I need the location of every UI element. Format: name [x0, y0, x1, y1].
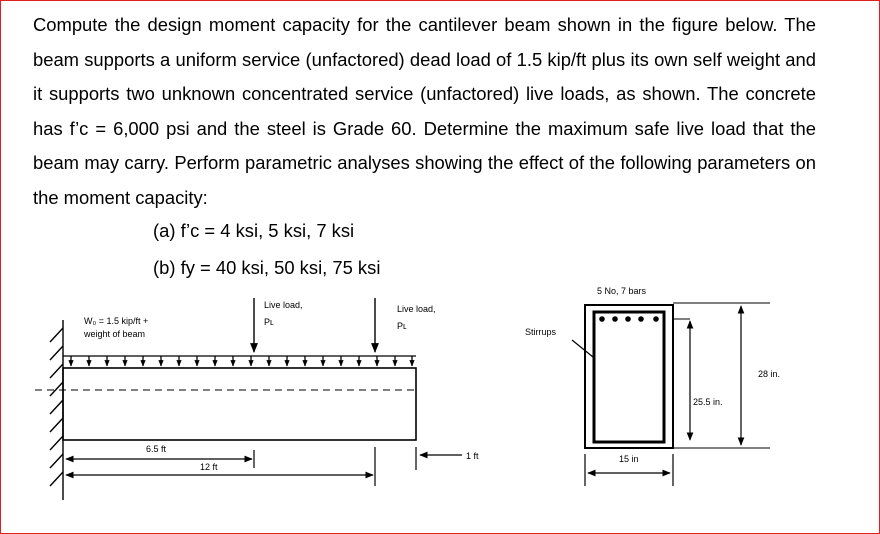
dim-label-28in: 28 in. [758, 369, 781, 379]
parameter-item-b: (b) fy = 40 ksi, 50 ksi, 75 ksi [153, 257, 381, 278]
dim-label-12ft: 12 ft [200, 462, 218, 472]
rebar-row [599, 316, 659, 322]
live-load-2-symbol: Pʟ [397, 321, 407, 331]
stirrups-leader [572, 340, 593, 357]
dim-label-6-5ft: 6.5 ft [146, 444, 167, 454]
dim-label-15in: 15 in [619, 454, 639, 464]
parameter-item-a: (a) f’c = 4 ksi, 5 ksi, 7 ksi [153, 220, 355, 241]
section-outline [585, 305, 673, 448]
dead-load-label-2: weight of beam [84, 329, 146, 339]
dim-label-1ft: 1 ft [466, 451, 479, 461]
live-load-1-label: Live load, [264, 300, 303, 310]
dead-load-label-1: W₀ = 1.5 kip/ft + [84, 316, 149, 326]
stirrups-label: Stirrups [525, 327, 557, 337]
beam-body [63, 368, 416, 440]
distributed-load-arrows [63, 356, 416, 366]
dim-label-25-5in: 25.5 in. [693, 397, 723, 407]
stirrup-outline [594, 312, 664, 442]
section-bars-label: 5 No, 7 bars [597, 286, 647, 296]
problem-statement: Compute the design moment capacity for the cantilever beam shown in the figure below. The beam supports a uniform service (unfactored) dead load of 1.5 kip/ft plus its own self weight and it supports two unknown concentrated service (unfactored) live loads, as shown. The concrete has f’c = 6,000 psi and the steel is Grade 60. Determine the maximum safe live load that the beam may carry. Perform parametric analyses showing the effect of the following parameters on the moment capacity: [33, 14, 816, 208]
live-load-2-label: Live load, [397, 304, 436, 314]
live-load-1-symbol: Pʟ [264, 317, 274, 327]
fixed-support [50, 320, 63, 500]
